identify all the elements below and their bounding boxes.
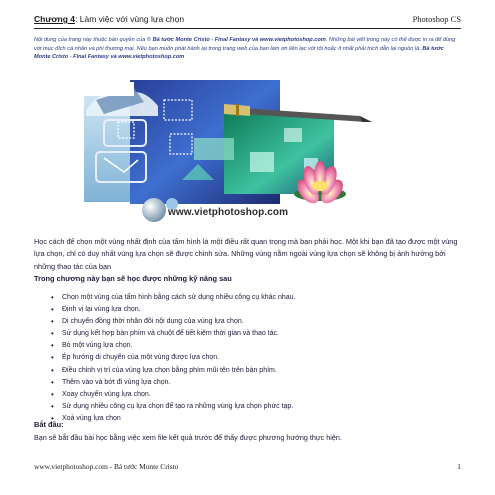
- copyright-notice: [34, 36, 461, 62]
- start-heading: Bắt đầu:: [34, 420, 64, 429]
- banner-artwork: [74, 80, 382, 224]
- start-text: Bạn sẽ bắt đầu bài học bằng việc xem file kết quả trước để thấy được phương hướng thực hiện.: [34, 433, 342, 442]
- page-number: 1: [457, 462, 461, 471]
- page-header: [34, 14, 461, 29]
- list-item: • Chọn một vùng của tấm hình bằng cách sử dụng nhiều công cụ khác nhau.: [62, 292, 296, 304]
- notice-source: Bá tước Monte Cristo - Final Fantasy và www.vietphotoshop.com: [34, 45, 444, 61]
- list-item: • Thêm vào và bớt đi vùng lựa chọn.: [62, 377, 296, 389]
- chapter-title: : Làm việc với vùng lựa chọn: [75, 14, 185, 24]
- footer-source: www.vietphotoshop.com - Bá tước Monte Cristo: [34, 462, 179, 471]
- app-name: Photoshop CS: [412, 14, 461, 24]
- chapter-label: Chương 4: [34, 14, 76, 24]
- notice-owner: Bá tước Monte Cristo - Final Fantasy và www.vietphotoshop.com: [152, 37, 326, 43]
- list-item: • Bỏ một vùng lựa chọn.: [62, 340, 296, 352]
- list-item: • Sử dụng kết hợp bàn phím và chuột để tiết kiệm thời gian và thao tác.: [62, 328, 296, 340]
- notice-pre: Nội dung của trang này thuộc bản quyền của ©: [34, 37, 153, 43]
- banner-url: www.vietphotoshop.com: [168, 207, 289, 218]
- list-item: • Sử dụng nhiều công cụ lựa chọn để tạo ra những vùng lựa chọn phức tạp.: [62, 401, 296, 413]
- list-item: • Định vị lại vùng lựa chọn.: [62, 304, 296, 316]
- chapter-heading: [34, 14, 184, 24]
- list-item: • Ép hướng di chuyển của một vùng được lựa chọn.: [62, 352, 296, 364]
- list-item: • Di chuyển đồng thời nhân đôi nội dung của vùng lựa chọn.: [62, 316, 296, 328]
- list-item: • Xoá vùng lựa chọn: [62, 413, 296, 425]
- chapter-banner-image: [74, 80, 382, 224]
- page-footer: [34, 462, 461, 471]
- skills-heading: Trong chương này bạn sẽ học được những kỹ năng sau: [34, 274, 232, 283]
- list-item: • Xoay chuyển vùng lựa chọn.: [62, 389, 296, 401]
- intro-paragraph: Học cách để chọn một vùng nhất định của tấm hình là một điều rất quan trọng mà bạn phải học. Một khi bạn đã tạo được một vùng lựa chọn, chỉ có duy nhất vùng lựa chọn sẽ được chỉnh sửa. Những vùng nằm ngoài vùng lựa chọn sẽ không bị ảnh hưởng bởi những thao tác của bạn: [34, 237, 458, 271]
- list-item: • Điều chỉnh vị trí của vùng lựa chọn bằng phím mũi tên trên bàn phím.: [62, 365, 296, 377]
- notice-post: . Những bài viết trong này có thể được in ra để dùng với mục đích cá nhân và phi thương mại. Nếu bạn muốn phát hành lại trong trang web của bạn làm ơn liên lạc với tôi hoặc ít nhất phải trích dẫn lại nguồn là:: [34, 37, 456, 52]
- skills-list: [62, 292, 296, 425]
